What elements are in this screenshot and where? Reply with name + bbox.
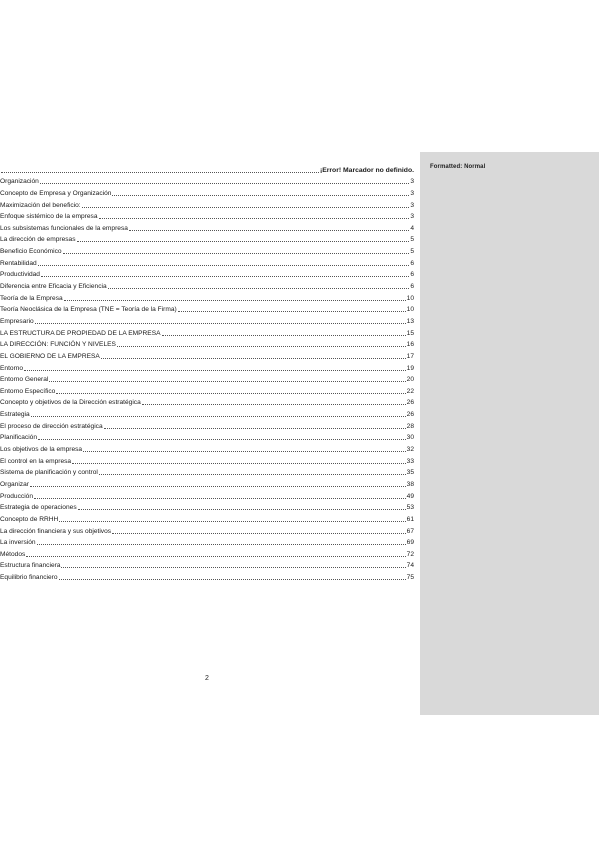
toc-entry-title: Maximización del beneficio: (0, 201, 81, 209)
toc-entry-page: 30 (406, 434, 414, 442)
toc-entry-page: 19 (406, 364, 414, 372)
toc-entry-title: Entorno Específico (0, 387, 56, 395)
toc-error-entry[interactable] (0, 163, 414, 175)
toc-entry-page: 3 (410, 178, 414, 186)
toc-entry-title: Productividad (0, 271, 40, 279)
toc-entry-page: 49 (406, 492, 414, 500)
toc-entry[interactable] (0, 233, 414, 245)
toc-entry-title: Concepto y objetivos de la Dirección estratégica (0, 399, 141, 407)
toc-entry[interactable] (0, 536, 414, 548)
toc-entry[interactable] (0, 570, 414, 582)
toc-entry-page: 3 (410, 213, 414, 221)
toc-entry-title: Teoría Neoclásica de la Empresa (TNE = Teoría de la Firma) (0, 306, 177, 314)
toc-entry-page: 6 (410, 271, 414, 279)
toc-entry-title: LA DIRECCIÓN: FUNCIÓN Y NIVELES (0, 341, 116, 349)
toc-entry-page: 35 (406, 469, 414, 477)
toc-entry-page: 26 (406, 399, 414, 407)
toc-dot-leader (82, 207, 410, 208)
toc-entry-page: 10 (406, 306, 414, 314)
toc-dot-leader (24, 370, 406, 371)
toc-entry[interactable] (0, 198, 414, 210)
toc-entry[interactable] (0, 501, 414, 513)
toc-dot-leader (49, 381, 405, 382)
toc-entry[interactable] (0, 210, 414, 222)
toc-dot-leader (129, 230, 409, 231)
toc-entry-page: 3 (410, 201, 414, 209)
toc-entry-title: Organizar (0, 480, 29, 488)
toc-entry[interactable] (0, 291, 414, 303)
toc-entry[interactable] (0, 489, 414, 501)
toc-entry[interactable] (0, 279, 414, 291)
toc-entry-title: Equilibrio financiero (0, 574, 58, 582)
toc-entry[interactable] (0, 314, 414, 326)
toc-entry-page: 26 (406, 411, 414, 419)
toc-entry-page: 5 (410, 248, 414, 256)
toc-entry-title: Concepto de RRHH (0, 515, 59, 523)
toc-entry-title: Sistema de planificación y control (0, 469, 98, 477)
table-of-contents (0, 163, 414, 582)
toc-entry-page: 6 (410, 283, 414, 291)
toc-entry-title: Organización (0, 178, 39, 186)
toc-entry[interactable] (0, 547, 414, 559)
toc-dot-leader (34, 498, 406, 499)
toc-entry-title: La inversión (0, 539, 36, 547)
toc-dot-leader (38, 439, 406, 440)
toc-entry[interactable] (0, 431, 414, 443)
toc-entry-title: Estrategia (0, 411, 30, 419)
toc-dot-leader (31, 416, 406, 417)
toc-entry-page: 75 (406, 574, 414, 582)
toc-entry-page: 15 (406, 329, 414, 337)
toc-entry-page: 67 (406, 527, 414, 535)
toc-entry-title: Estructura financiera (0, 562, 61, 570)
toc-entry-title: Beneficio Económico (0, 248, 62, 256)
toc-entry[interactable] (0, 524, 414, 536)
toc-entry-title: Teoría de la Empresa (0, 294, 63, 302)
toc-entry-page: 72 (406, 550, 414, 558)
toc-entry[interactable] (0, 338, 414, 350)
toc-entry-title: Enfoque sistémico de la empresa (0, 213, 98, 221)
toc-dot-leader (40, 183, 409, 184)
toc-entry-title: Diferencia entre Eficacia y Eficiencia (0, 283, 107, 291)
toc-entry-page: 10 (406, 294, 414, 302)
toc-dot-leader (178, 311, 406, 312)
toc-entry-page: 3 (410, 189, 414, 197)
toc-entry[interactable] (0, 186, 414, 198)
toc-dot-leader (61, 567, 405, 568)
toc-entry-page: 6 (410, 259, 414, 267)
toc-entry-title: Concepto de Empresa y Organización (0, 189, 112, 197)
toc-dot-leader (59, 579, 406, 580)
toc-entry-page: 69 (406, 539, 414, 547)
toc-entry-page: 61 (406, 515, 414, 523)
toc-entry[interactable] (0, 407, 414, 419)
toc-entry[interactable] (0, 559, 414, 571)
toc-dot-leader (77, 241, 410, 242)
toc-entry-page: 20 (406, 376, 414, 384)
toc-entry[interactable] (0, 256, 414, 268)
toc-entry-page: 28 (406, 422, 414, 430)
toc-entry[interactable] (0, 396, 414, 408)
toc-dot-leader (83, 451, 406, 452)
toc-dot-leader (72, 463, 406, 464)
toc-entry[interactable] (0, 349, 414, 361)
toc-entry[interactable] (0, 175, 414, 187)
toc-entry-page: 38 (406, 480, 414, 488)
toc-entry-title: Empresario (0, 317, 34, 325)
toc-dot-leader (30, 486, 406, 487)
toc-dot-leader (38, 265, 410, 266)
toc-dot-leader (64, 300, 406, 301)
toc-entry[interactable] (0, 419, 414, 431)
toc-entry-title: Estrategia de operaciones (0, 504, 77, 512)
toc-entry-title: Producción (0, 492, 33, 500)
toc-dot-leader (101, 358, 406, 359)
page-number: 2 (205, 675, 209, 682)
toc-entry-title: La dirección financiera y sus objetivos (0, 527, 112, 535)
toc-dot-leader (63, 253, 410, 254)
toc-entry-title: El proceso de dirección estratégica (0, 422, 103, 430)
toc-entry[interactable] (0, 326, 414, 338)
toc-dot-leader (108, 288, 410, 289)
toc-dot-leader (99, 218, 410, 219)
toc-dot-leader (26, 556, 405, 557)
toc-dot-leader (35, 323, 406, 324)
toc-dot-leader (56, 393, 405, 394)
comment-pane (420, 0, 599, 848)
toc-entry[interactable] (0, 373, 414, 385)
toc-error-message: ¡Error! Marcador no definido. (319, 166, 414, 174)
toc-entry-title: Métodos (0, 550, 26, 558)
toc-entry-page: 4 (410, 224, 414, 232)
toc-entry[interactable] (0, 477, 414, 489)
toc-entry[interactable] (0, 384, 414, 396)
toc-dot-leader (162, 335, 406, 336)
toc-entry-page: 16 (406, 341, 414, 349)
toc-entry-title: El control en la empresa (0, 457, 72, 465)
toc-dot-leader (142, 404, 406, 405)
toc-entry-title: Los subsistemas funcionales de la empresa (0, 224, 128, 232)
toc-entry-page: 33 (406, 457, 414, 465)
toc-dot-leader (99, 474, 406, 475)
toc-dot-leader (41, 276, 409, 277)
toc-entry-title: EL GOBIERNO DE LA EMPRESA (0, 352, 100, 360)
toc-entry[interactable] (0, 244, 414, 256)
toc-entry-page: 22 (406, 387, 414, 395)
toc-entry-title: Rentabilidad (0, 259, 37, 267)
toc-entry-page: 53 (406, 504, 414, 512)
toc-dot-leader (112, 533, 406, 534)
toc-entry[interactable] (0, 454, 414, 466)
toc-entry[interactable] (0, 466, 414, 478)
toc-entry-title: LA ESTRUCTURA DE PROPIEDAD DE LA EMPRESA (0, 329, 161, 337)
toc-dot-leader (37, 544, 406, 545)
toc-entry-page: 13 (406, 317, 414, 325)
toc-entry-title: Entorno General (0, 376, 49, 384)
toc-entry-page: 32 (406, 446, 414, 454)
toc-entry-page: 5 (410, 236, 414, 244)
toc-dot-leader (59, 521, 405, 522)
toc-entry[interactable] (0, 512, 414, 524)
toc-entry[interactable] (0, 268, 414, 280)
toc-entry[interactable] (0, 303, 414, 315)
toc-entry-title: La dirección de empresas (0, 236, 76, 244)
toc-entry-title: Planificación (0, 434, 38, 442)
toc-dot-leader (1, 172, 319, 173)
format-comment-balloon[interactable] (420, 152, 599, 715)
toc-entry[interactable] (0, 221, 414, 233)
toc-entry-page: 74 (406, 562, 414, 570)
toc-dot-leader (112, 195, 409, 196)
format-comment-label: Formatted: Normal (430, 164, 486, 170)
toc-entry[interactable] (0, 442, 414, 454)
toc-entry-title: Entorno (0, 364, 24, 372)
toc-entry-page: 17 (406, 352, 414, 360)
toc-dot-leader (117, 346, 406, 347)
toc-dot-leader (78, 509, 406, 510)
toc-entry-title: Los objetivos de la empresa (0, 446, 83, 454)
toc-entry[interactable] (0, 361, 414, 373)
toc-dot-leader (104, 428, 406, 429)
